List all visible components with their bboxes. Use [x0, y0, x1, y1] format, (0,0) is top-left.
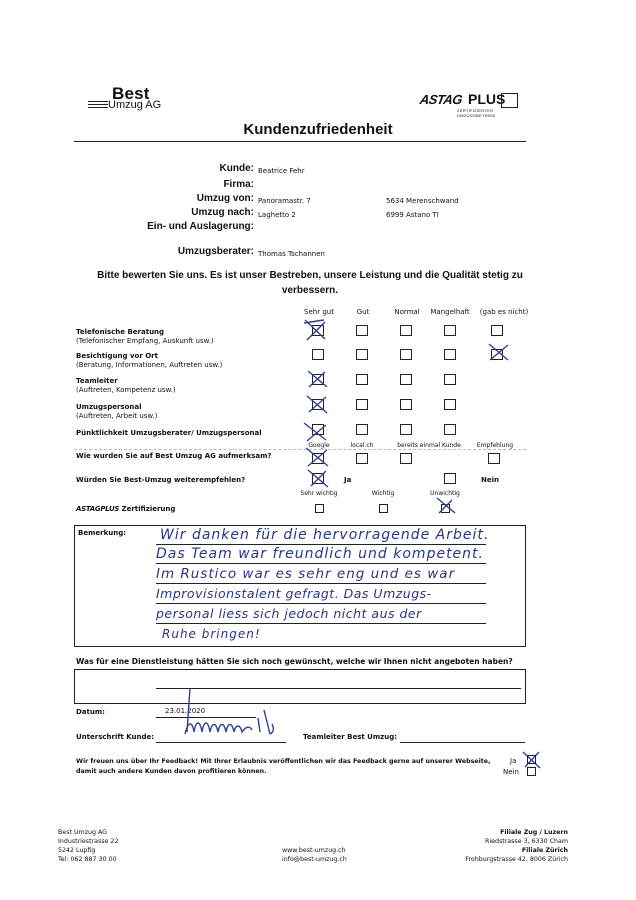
- checkmark-cert-unwichtig: [437, 498, 455, 513]
- source-question: Wie wurden Sie auf Best Umzug AG aufmerksam?: [76, 452, 272, 460]
- firma-label: Firma:: [223, 179, 254, 190]
- recommend-no-label: Nein: [481, 476, 499, 484]
- berater-label: Umzugsberater:: [177, 246, 254, 257]
- team-label: Teamleiter Best Umzug:: [303, 733, 398, 741]
- remark-text-6: Ruhe bringen!: [162, 627, 261, 641]
- recommend-yes-label: Ja: [344, 476, 352, 484]
- row-teamleiter: Teamleiter (Auftreten, Kompetenz usw.): [76, 377, 176, 394]
- option-google: Google: [308, 442, 330, 449]
- kunde-value: Beatrice Fehr: [258, 167, 305, 175]
- checkmark-source-google: [306, 448, 328, 466]
- checkmark-besichtigung-gab-es-nicht: [489, 344, 508, 360]
- customer-signature: [170, 680, 290, 750]
- remark-line-3: [156, 583, 486, 584]
- recommend-question: Würden Sie Best-Umzug weiterempfehlen?: [76, 476, 246, 484]
- publish-ja-checkbox[interactable]: [527, 755, 536, 764]
- footer-phone: Tel: 062 887 30 00: [58, 856, 117, 863]
- remark-line-2: [156, 563, 486, 564]
- publish-nein-checkbox[interactable]: [527, 767, 536, 776]
- publish-text: [76, 757, 490, 777]
- footer-city: 5242 Lupfig: [58, 847, 96, 854]
- remark-text-4: Improvisionstalent gefragt. Das Umzugs-: [156, 586, 432, 601]
- checkmark-puenktlichkeit-sehr-gut: [304, 423, 326, 441]
- option-empfehlung: Empfehlung: [476, 442, 514, 449]
- footer-web: [282, 846, 347, 864]
- footer-branch-zug-address: Riedstrasse 3, 6330 Cham: [484, 838, 568, 845]
- row-telefon: Telefonische Beratung (Telefonischer Empfang, Auskunft usw.): [76, 328, 214, 345]
- company-logo-name: Best: [112, 84, 150, 103]
- astag-logo-plus: PLUS: [468, 91, 506, 107]
- col-sehr-gut: Sehr gut: [304, 308, 334, 316]
- col-normal: Normal: [394, 308, 420, 316]
- checkmark-umzugspersonal-sehr-gut: [307, 396, 327, 413]
- remark-label: Bemerkung:: [78, 529, 127, 537]
- row-besichtigung: Besichtigung vor Ort (Beratung, Informationen, Auftreten usw.): [76, 352, 223, 369]
- checkmark-telefon-sehr-gut: [304, 320, 325, 340]
- remark-line-1: [156, 544, 486, 545]
- umzug-von-label: Umzug von:: [196, 193, 254, 204]
- footer-email-link[interactable]: info@best-umzug.ch: [282, 856, 347, 863]
- kunde-label: Kunde:: [219, 163, 254, 174]
- option-bereits-kunde: bereits einmal Kunde: [397, 442, 461, 449]
- astag-logo-tagline: ZERTIFIZIERTER UMZUGSBETRIEB: [457, 108, 496, 118]
- umzug-nach-street: Laghetto 2: [258, 211, 296, 219]
- publish-line-1: Wir freuen uns über Ihr Feedback! Mit Ihrer Erlaubnis veröffentlichen wir das Feedback gerne auf unserer Webseite,: [76, 758, 491, 765]
- company-logo-sub: Umzug AG: [108, 99, 162, 111]
- wish-question: Was für eine Dienstleistung hätten Sie sich noch gewünscht, welche wir Ihnen nicht angeboten haben?: [76, 657, 513, 666]
- row-umzugspersonal: Umzugspersonal (Auftreten, Arbeit usw.): [76, 403, 158, 420]
- umzug-nach-label: Umzug nach:: [191, 207, 254, 218]
- umzug-nach-city: 6999 Astano TI: [386, 211, 439, 219]
- row-puenktlichkeit: Pünktlichkeit Umzugsberater/ Umzugspersonal: [76, 429, 262, 437]
- footer-company: Best Umzug AG: [58, 829, 108, 836]
- footer-branch-zug-title: Filiale Zug / Luzern: [500, 829, 568, 836]
- cert-unwichtig: Unwichtig: [430, 490, 460, 497]
- remark-text-1: Wir danken für die hervorragende Arbeit.: [160, 527, 490, 543]
- footer-branch-zurich-title: Filiale Zürich: [521, 847, 568, 854]
- footer-branches: [465, 828, 568, 864]
- remark-line-5: [156, 623, 486, 624]
- remark-text-2: Das Team war freundlich und kompetent.: [156, 546, 484, 562]
- publish-nein-label: Nein: [503, 768, 519, 776]
- cert-wichtig: Wichtig: [371, 490, 395, 497]
- footer-address: [58, 828, 118, 864]
- date-value: 23.01.2020: [165, 707, 206, 715]
- col-gut: Gut: [356, 308, 370, 316]
- publish-ja-label: Ja: [510, 757, 517, 765]
- col-mangelhaft: Mangelhaft: [430, 308, 470, 316]
- signature-label: Unterschrift Kunde:: [76, 733, 155, 741]
- astag-logo-text: ASTAG: [418, 92, 464, 107]
- remark-text-5: personal liess sich jedoch nicht aus der: [156, 606, 422, 621]
- intro-text: Bitte bewerten Sie uns. Es ist unser Bestreben, unsere Leistung und die Qualität stetig zu verbessern.: [97, 270, 523, 296]
- footer-branch-zurich-address: Frohburgstrasse 42, 8006 Zürich: [465, 856, 568, 863]
- publish-line-2: damit auch andere Kunden davon profitieren können.: [76, 768, 267, 775]
- checkmark-recommend-yes: [308, 470, 328, 487]
- footer-website-link[interactable]: www.best-umzug.ch: [282, 847, 346, 854]
- einlagerung-label: Ein- und Auslagerung:: [147, 221, 254, 232]
- remark-line-4: [156, 603, 486, 604]
- option-localch: local.ch: [350, 442, 374, 449]
- team-signature-line: [400, 742, 525, 743]
- wish-answer-box[interactable]: [74, 669, 526, 704]
- date-label: Datum:: [76, 708, 105, 716]
- cert-sehr-wichtig: Sehr wichtig: [300, 490, 338, 497]
- berater-value: Thomas Tschannen: [258, 250, 325, 258]
- footer-street: Industriestrasse 22: [58, 838, 119, 845]
- col-gab-es-nicht: (gab es nicht): [479, 308, 529, 316]
- umzug-von-city: 5634 Merenschwand: [386, 197, 459, 205]
- remark-text-3: Im Rustico war es sehr eng und es war: [156, 566, 456, 582]
- umzug-von-street: Panoramastr. 7: [258, 197, 311, 205]
- cert-label: ASTAGPLUS Zertifizierung: [76, 505, 176, 513]
- checkmark-teamleiter-sehr-gut: [308, 371, 327, 387]
- page-title: Kundenzufriedenheit: [243, 121, 393, 138]
